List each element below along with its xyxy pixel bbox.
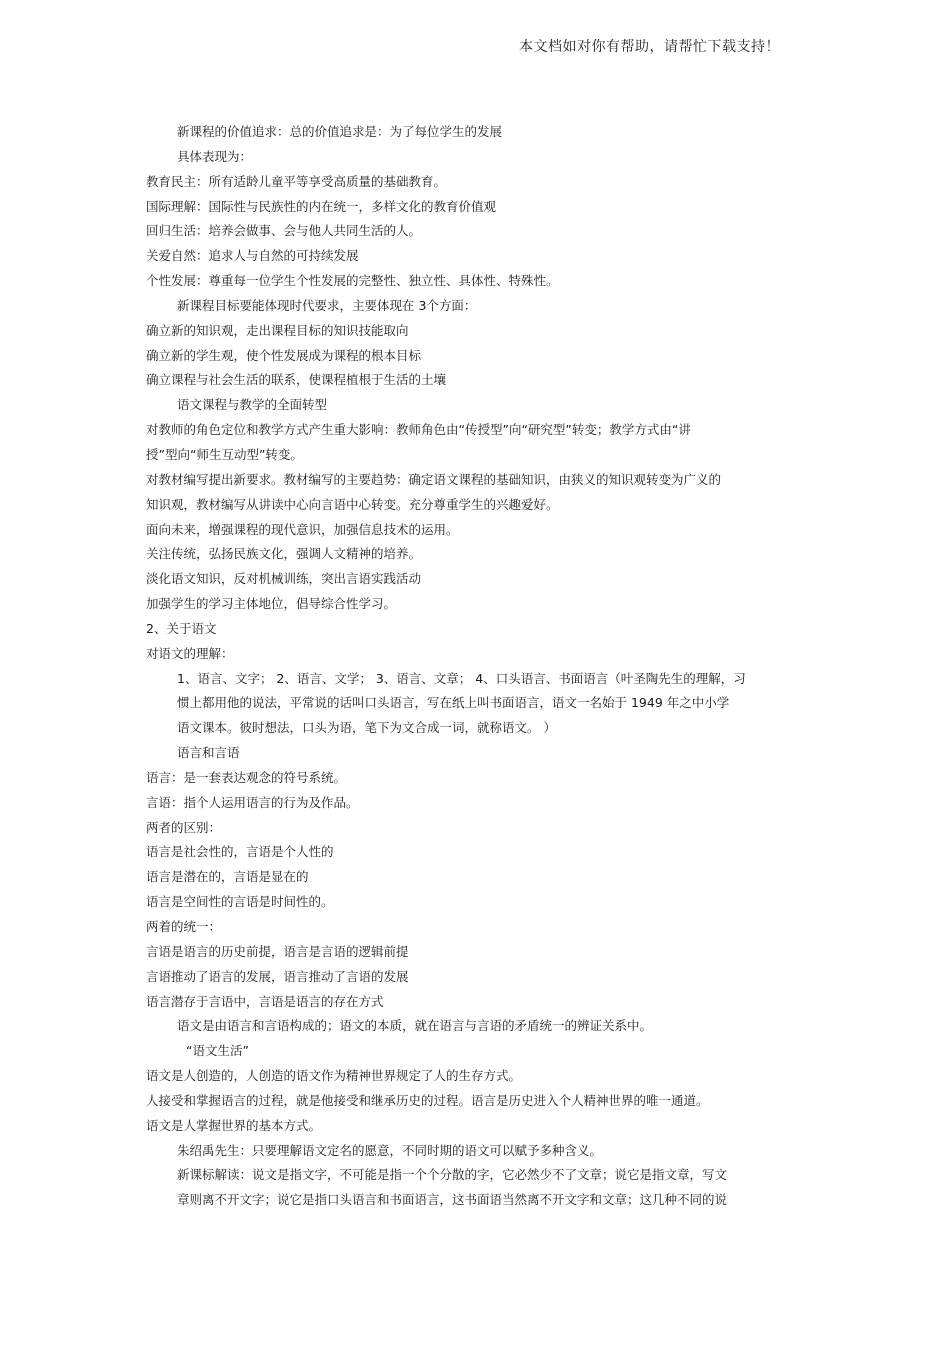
text-line: 关爱自然：追求人与自然的可持续发展 [146, 248, 359, 264]
document-body [146, 120, 826, 1213]
text-line: 个性发展：尊重每一位学生个性发展的完整性、独立性、具体性、特殊性。 [146, 273, 559, 289]
text-line: 具体表现为： [177, 148, 253, 164]
text-line: 惯上都用他的说法，平常说的话叫口头语言，写在纸上叫书面语言，语文一名始于 1949 年之中小学 [177, 695, 730, 711]
text-line: 确立新的知识观，走出课程目标的知识技能取向 [146, 322, 409, 338]
text-line: 语言：是一套表达观念的符号系统。 [146, 769, 347, 785]
text-line: 语言潜存于言语中，言语是语言的存在方式 [146, 993, 384, 1009]
text-line: 回归生活：培养会做事、会与他人共同生活的人。 [146, 223, 422, 239]
text-line: 1、语言、文字； 2、语言、文学； 3、语言、文章； 4、口头语言、书面语言（叶圣陶先生的理解，习 [177, 670, 746, 686]
text-line: 章则离不开文字；说它是指口头语言和书面语言，这书面语当然离不开文字和文章；这几种不同的说 [177, 1192, 728, 1208]
text-line: 朱绍禹先生：只要理解语文定名的愿意，不同时期的语文可以赋予多种含义。 [177, 1142, 603, 1158]
text-line: 面向未来，增强课程的现代意识，加强信息技术的运用。 [146, 521, 459, 537]
text-line: 新课标解读：说文是指文字，不可能是指一个个分散的字，它必然少不了文章；说它是指文章，写文 [177, 1167, 728, 1183]
text-line: 加强学生的学习主体地位，倡导综合性学习。 [146, 596, 397, 612]
page-header-note: 本文档如对你有帮助，请帮忙下载支持！ [519, 39, 780, 55]
text-line: 确立课程与社会生活的联系，使课程植根于生活的土壤 [146, 372, 447, 388]
text-line: 两着的统一： [146, 919, 222, 934]
text-line: 言语：指个人运用语言的行为及作品。 [146, 794, 359, 810]
text-line: 新课程目标要能体现时代要求，主要体现在 3个方面： [177, 297, 477, 313]
text-line: 言语推动了语言的发展，语言推动了言语的发展 [146, 968, 409, 984]
text-line: 两者的区别： [146, 819, 222, 835]
text-line: 人接受和掌握语言的过程，就是他接受和继承历史的过程。语言是历史进入个人精神世界的唯一通道。 [146, 1092, 709, 1108]
text-line: 语文是人掌握世界的基本方式。 [146, 1117, 322, 1133]
text-line: 新课程的价值追求：总的价值追求是：为了每位学生的发展 [177, 124, 503, 139]
text-line: 语文是人创造的，人创造的语文作为精神世界规定了人的生存方式。 [146, 1068, 522, 1084]
section-heading: 语文课程与教学的全面转型 [177, 397, 328, 413]
section-heading: 2、关于语文 [146, 620, 217, 636]
text-line: 对教师的角色定位和教学方式产生重大影响：教师角色由“传授型”向“研究型”转变；教学方式由“讲 [146, 422, 691, 438]
text-line: 对教材编写提出新要求。教材编写的主要趋势：确定语文课程的基础知识，由狭义的知识观转变为广义的 [146, 471, 722, 487]
text-line: 言语是语言的历史前提，语言是言语的逻辑前提 [146, 943, 409, 959]
text-line: 授”型向“师生互动型”转变。 [146, 446, 303, 462]
section-heading: 语言和言语 [177, 745, 240, 761]
text-line: 对语文的理解： [146, 645, 234, 661]
text-line: 教育民主：所有适龄儿童平等享受高质量的基础教育。 [146, 173, 447, 189]
text-line: 淡化语文知识，反对机械训练，突出言语实践活动 [146, 571, 422, 587]
text-line: 知识观，教材编写从讲读中心向言语中心转变。充分尊重学生的兴趣爱好。 [146, 496, 559, 512]
text-line: 关注传统，弘扬民族文化，强调人文精神的培养。 [146, 546, 422, 562]
text-line: 语言是空间性的言语是时间性的。 [146, 894, 334, 910]
text-line: 语文是由语言和言语构成的；语文的本质，就在语言与言语的矛盾统一的辨证关系中。 [177, 1018, 653, 1034]
section-heading: “语文生活” [186, 1043, 249, 1059]
text-line: 语言是社会性的，言语是个人性的 [146, 844, 334, 860]
text-line: 语言是潜在的，言语是显在的 [146, 869, 309, 885]
text-line: 语文课本。彼时想法，口头为语，笔下为文合成一词，就称语文。 ） [177, 720, 556, 736]
text-line: 确立新的学生观，使个性发展成为课程的根本目标 [146, 347, 422, 363]
text-line: 国际理解：国际性与民族性的内在统一，多样文化的教育价值观 [146, 198, 497, 214]
